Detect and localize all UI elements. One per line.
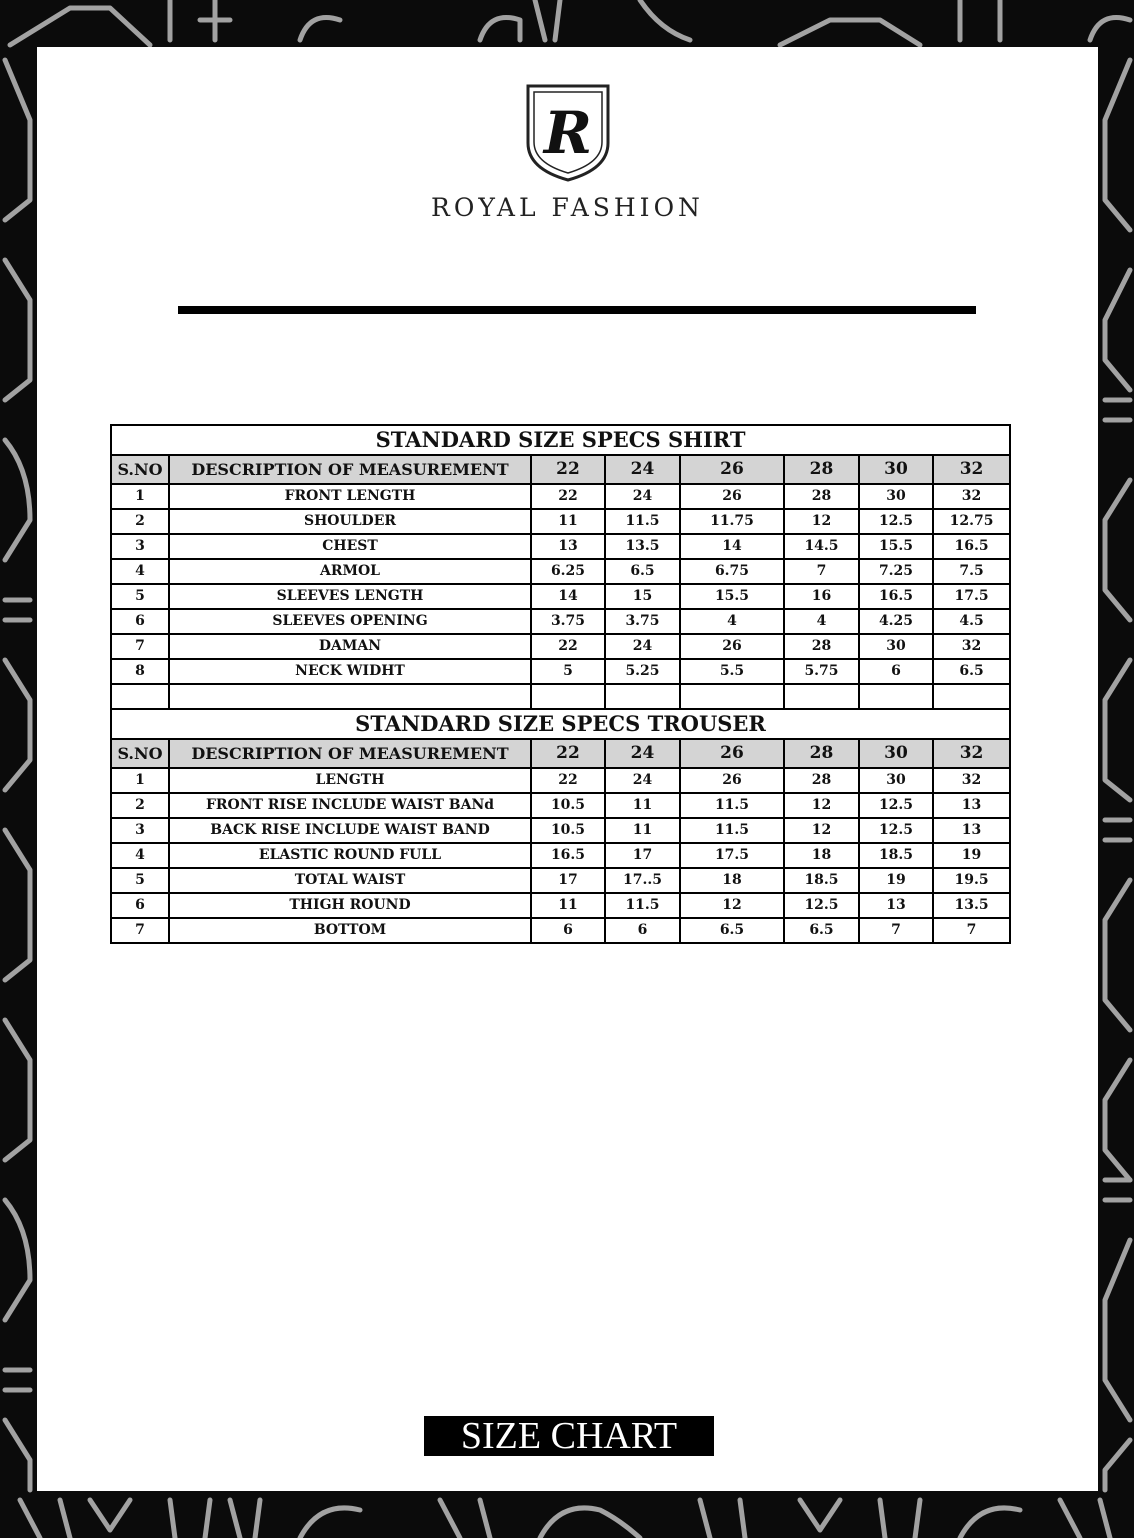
shirt-cell-size-30: 30: [859, 634, 933, 659]
header-size-22: 22: [531, 455, 605, 484]
trouser-cell-size-28: 12.5: [784, 893, 859, 918]
trouser-cell-size-26: 26: [680, 768, 784, 793]
shirt-row-4: [111, 559, 1010, 584]
shirt-cell-size-32: 32: [933, 484, 1010, 509]
shirt-cell-description: SLEEVES OPENING: [169, 609, 531, 634]
shirt-row-5: [111, 584, 1010, 609]
shirt-cell-size-28: 4: [784, 609, 859, 634]
header-size-30: 30: [859, 739, 933, 768]
trouser-row-2: [111, 793, 1010, 818]
trouser-row-3: [111, 818, 1010, 843]
trouser-cell-description: ELASTIC ROUND FULL: [169, 843, 531, 868]
shirt-cell-size-30: 30: [859, 484, 933, 509]
trouser-cell-size-30: 7: [859, 918, 933, 943]
shirt-cell-size-24: 13.5: [605, 534, 680, 559]
shirt-cell-size-24: 11.5: [605, 509, 680, 534]
shirt-cell-size-22: 14: [531, 584, 605, 609]
shirt-cell-size-22: 3.75: [531, 609, 605, 634]
trouser-cell-size-30: 12.5: [859, 793, 933, 818]
trouser-cell-size-32: 13: [933, 793, 1010, 818]
trouser-cell-size-22: 10.5: [531, 793, 605, 818]
shirt-cell-size-28: 16: [784, 584, 859, 609]
shirt-cell-size-26: 26: [680, 484, 784, 509]
trouser-row-7: [111, 918, 1010, 943]
trouser-cell-size-32: 32: [933, 768, 1010, 793]
shirt-cell-sno: 5: [111, 584, 169, 609]
shirt-cell-description: ARMOL: [169, 559, 531, 584]
shirt-row-2: [111, 509, 1010, 534]
shirt-cell-size-26: 14: [680, 534, 784, 559]
header-size-28: 28: [784, 739, 859, 768]
trouser-cell-size-30: 30: [859, 768, 933, 793]
shirt-cell-size-32: 32: [933, 634, 1010, 659]
shirt-title-row: [111, 425, 1010, 455]
shirt-cell-size-26: 11.75: [680, 509, 784, 534]
shirt-cell-size-28: 12: [784, 509, 859, 534]
brand-name: ROYAL FASHION: [431, 193, 704, 222]
trouser-cell-size-32: 13.5: [933, 893, 1010, 918]
header-size-24: 24: [605, 455, 680, 484]
shirt-cell-size-24: 24: [605, 484, 680, 509]
trouser-row-5: [111, 868, 1010, 893]
trouser-cell-size-30: 18.5: [859, 843, 933, 868]
shirt-cell-size-32: 17.5: [933, 584, 1010, 609]
shirt-cell-size-22: 22: [531, 484, 605, 509]
trouser-cell-size-26: 12: [680, 893, 784, 918]
trouser-cell-sno: 4: [111, 843, 169, 868]
blank-spacer-row: [111, 684, 1010, 709]
shirt-cell-size-28: 14.5: [784, 534, 859, 559]
logo-letter: R: [543, 99, 592, 167]
trouser-cell-description: BACK RISE INCLUDE WAIST BAND: [169, 818, 531, 843]
trouser-cell-sno: 2: [111, 793, 169, 818]
trouser-cell-description: BOTTOM: [169, 918, 531, 943]
trouser-cell-size-28: 28: [784, 768, 859, 793]
shirt-cell-sno: 3: [111, 534, 169, 559]
trouser-cell-size-24: 6: [605, 918, 680, 943]
trouser-table-title: STANDARD SIZE SPECS TROUSER: [111, 709, 1010, 739]
brand-logo: [37, 83, 1098, 222]
shirt-cell-size-24: 3.75: [605, 609, 680, 634]
size-chart-sheet: [37, 47, 1098, 1491]
shirt-row-7: [111, 634, 1010, 659]
trouser-row-4: [111, 843, 1010, 868]
header-size-26: 26: [680, 739, 784, 768]
crest-shield-icon: [525, 83, 611, 183]
trouser-cell-size-32: 19.5: [933, 868, 1010, 893]
shirt-cell-description: DAMAN: [169, 634, 531, 659]
shirt-cell-description: NECK WIDHT: [169, 659, 531, 684]
trouser-cell-size-26: 17.5: [680, 843, 784, 868]
shirt-cell-size-30: 7.25: [859, 559, 933, 584]
header-size-30: 30: [859, 455, 933, 484]
trouser-cell-size-24: 17: [605, 843, 680, 868]
trouser-cell-size-22: 11: [531, 893, 605, 918]
shirt-cell-size-26: 4: [680, 609, 784, 634]
trouser-cell-size-24: 11: [605, 818, 680, 843]
trouser-cell-size-22: 17: [531, 868, 605, 893]
trouser-cell-size-22: 16.5: [531, 843, 605, 868]
trouser-cell-size-28: 18.5: [784, 868, 859, 893]
trouser-cell-size-30: 19: [859, 868, 933, 893]
shirt-cell-size-26: 26: [680, 634, 784, 659]
shirt-cell-size-32: 12.75: [933, 509, 1010, 534]
trouser-cell-size-28: 12: [784, 818, 859, 843]
trouser-cell-size-32: 13: [933, 818, 1010, 843]
trouser-header-row: [111, 739, 1010, 768]
size-specs-table: [110, 424, 1011, 944]
header-size-32: 32: [933, 739, 1010, 768]
shirt-cell-size-30: 15.5: [859, 534, 933, 559]
trouser-cell-size-26: 11.5: [680, 818, 784, 843]
trouser-cell-size-24: 11: [605, 793, 680, 818]
shirt-cell-sno: 2: [111, 509, 169, 534]
shirt-cell-size-30: 16.5: [859, 584, 933, 609]
trouser-cell-sno: 7: [111, 918, 169, 943]
shirt-header-row: [111, 455, 1010, 484]
trouser-cell-size-28: 18: [784, 843, 859, 868]
shirt-cell-sno: 8: [111, 659, 169, 684]
shirt-cell-size-22: 11: [531, 509, 605, 534]
trouser-cell-size-26: 18: [680, 868, 784, 893]
shirt-cell-sno: 1: [111, 484, 169, 509]
trouser-cell-sno: 5: [111, 868, 169, 893]
trouser-cell-size-28: 12: [784, 793, 859, 818]
shirt-row-3: [111, 534, 1010, 559]
shirt-cell-size-30: 12.5: [859, 509, 933, 534]
shirt-cell-size-22: 22: [531, 634, 605, 659]
header-sno: S.NO: [111, 739, 169, 768]
shirt-cell-size-32: 7.5: [933, 559, 1010, 584]
shirt-cell-size-32: 6.5: [933, 659, 1010, 684]
shirt-cell-size-24: 24: [605, 634, 680, 659]
trouser-cell-size-24: 17..5: [605, 868, 680, 893]
header-size-24: 24: [605, 739, 680, 768]
trouser-cell-size-32: 19: [933, 843, 1010, 868]
shirt-cell-description: SHOULDER: [169, 509, 531, 534]
shirt-cell-size-24: 5.25: [605, 659, 680, 684]
shirt-table-title: STANDARD SIZE SPECS SHIRT: [111, 425, 1010, 455]
trouser-cell-description: TOTAL WAIST: [169, 868, 531, 893]
shirt-cell-size-28: 7: [784, 559, 859, 584]
header-size-28: 28: [784, 455, 859, 484]
shirt-row-8: [111, 659, 1010, 684]
shirt-cell-size-28: 28: [784, 634, 859, 659]
trouser-row-6: [111, 893, 1010, 918]
shirt-cell-sno: 7: [111, 634, 169, 659]
trouser-title-row: [111, 709, 1010, 739]
trouser-cell-description: THIGH ROUND: [169, 893, 531, 918]
shirt-cell-size-28: 5.75: [784, 659, 859, 684]
shirt-cell-size-26: 15.5: [680, 584, 784, 609]
shirt-cell-size-22: 6.25: [531, 559, 605, 584]
shirt-cell-description: FRONT LENGTH: [169, 484, 531, 509]
shirt-cell-size-22: 13: [531, 534, 605, 559]
trouser-cell-size-22: 22: [531, 768, 605, 793]
trouser-cell-size-32: 7: [933, 918, 1010, 943]
shirt-cell-size-26: 5.5: [680, 659, 784, 684]
size-chart-label: SIZE CHART: [424, 1416, 714, 1456]
trouser-cell-size-24: 11.5: [605, 893, 680, 918]
shirt-row-1: [111, 484, 1010, 509]
shirt-cell-size-26: 6.75: [680, 559, 784, 584]
trouser-cell-sno: 1: [111, 768, 169, 793]
shirt-cell-description: CHEST: [169, 534, 531, 559]
trouser-cell-size-26: 6.5: [680, 918, 784, 943]
shirt-cell-size-24: 6.5: [605, 559, 680, 584]
trouser-cell-size-28: 6.5: [784, 918, 859, 943]
shirt-cell-size-28: 28: [784, 484, 859, 509]
trouser-cell-size-30: 12.5: [859, 818, 933, 843]
shirt-cell-description: SLEEVES LENGTH: [169, 584, 531, 609]
shirt-cell-size-22: 5: [531, 659, 605, 684]
trouser-cell-sno: 6: [111, 893, 169, 918]
trouser-cell-size-22: 6: [531, 918, 605, 943]
shirt-cell-size-32: 16.5: [933, 534, 1010, 559]
shirt-outline-icon: [10, 8, 150, 45]
header-description: DESCRIPTION OF MEASUREMENT: [169, 739, 531, 768]
trouser-cell-description: FRONT RISE INCLUDE WAIST BANd: [169, 793, 531, 818]
trouser-cell-sno: 3: [111, 818, 169, 843]
trouser-row-1: [111, 768, 1010, 793]
shirt-cell-size-24: 15: [605, 584, 680, 609]
trouser-cell-size-26: 11.5: [680, 793, 784, 818]
header-size-32: 32: [933, 455, 1010, 484]
trouser-cell-size-24: 24: [605, 768, 680, 793]
trouser-cell-description: LENGTH: [169, 768, 531, 793]
header-sno: S.NO: [111, 455, 169, 484]
shirt-row-6: [111, 609, 1010, 634]
header-size-22: 22: [531, 739, 605, 768]
header-size-26: 26: [680, 455, 784, 484]
shirt-cell-sno: 6: [111, 609, 169, 634]
shirt-cell-size-32: 4.5: [933, 609, 1010, 634]
trouser-cell-size-22: 10.5: [531, 818, 605, 843]
divider-rule: [178, 306, 976, 314]
header-description: DESCRIPTION OF MEASUREMENT: [169, 455, 531, 484]
trouser-cell-size-30: 13: [859, 893, 933, 918]
shirt-cell-sno: 4: [111, 559, 169, 584]
shirt-cell-size-30: 6: [859, 659, 933, 684]
shirt-cell-size-30: 4.25: [859, 609, 933, 634]
